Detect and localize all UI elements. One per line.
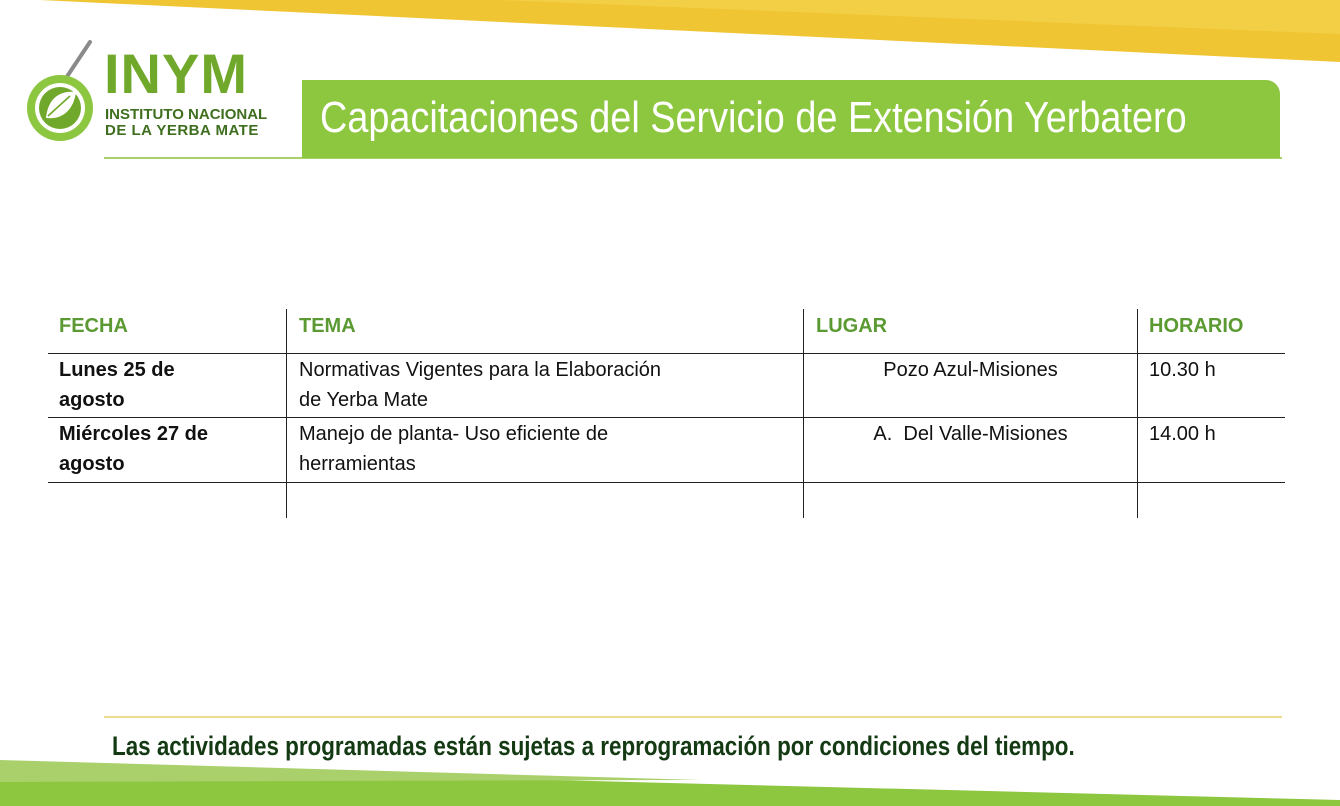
mate-gourd-leaf-icon: [24, 38, 104, 148]
column-header-horario: HORARIO: [1149, 315, 1244, 337]
column-divider: [1137, 309, 1138, 518]
table-cell-fecha: Miércoles 27 de agosto: [59, 423, 208, 475]
title-banner: [302, 80, 1280, 158]
column-header-fecha: FECHA: [59, 315, 128, 337]
logo-subtitle-line-2: DE LA YERBA MATE: [105, 122, 259, 139]
schedule-table: [48, 309, 1285, 519]
footer-note: Las actividades programadas están sujetas a reprogramación por condiciones del tiempo.: [112, 731, 1075, 761]
row-divider: [48, 482, 1285, 483]
table-cell-fecha: Lunes 25 de agosto: [59, 359, 175, 411]
row-divider: [48, 417, 1285, 418]
table-cell-lugar: A. Del Valle-Misiones: [873, 423, 1068, 445]
bottom-green-stripe: [0, 760, 1340, 806]
table-cell-tema: Manejo de planta- Uso eficiente de herramientas: [299, 423, 609, 475]
column-header-tema: TEMA: [299, 315, 356, 337]
table-cell-horario: 10.30 h: [1149, 359, 1216, 381]
column-divider: [803, 309, 804, 518]
column-divider: [286, 309, 287, 518]
row-divider: [48, 353, 1285, 354]
table-cell-lugar: Pozo Azul-Misiones: [883, 359, 1058, 381]
table-cell-tema: Normativas Vigentes para la Elaboración de Yerba Mate: [299, 359, 662, 411]
inym-logo: [24, 38, 294, 148]
logo-acronym: INYM: [104, 42, 248, 105]
footer-divider: [104, 716, 1282, 718]
page-title: Capacitaciones del Servicio de Extensión Yerbatero: [320, 93, 1187, 142]
logo-subtitle-line-1: INSTITUTO NACIONAL: [105, 106, 268, 123]
table-cell-horario: 14.00 h: [1149, 423, 1216, 445]
column-header-lugar: LUGAR: [816, 315, 888, 337]
